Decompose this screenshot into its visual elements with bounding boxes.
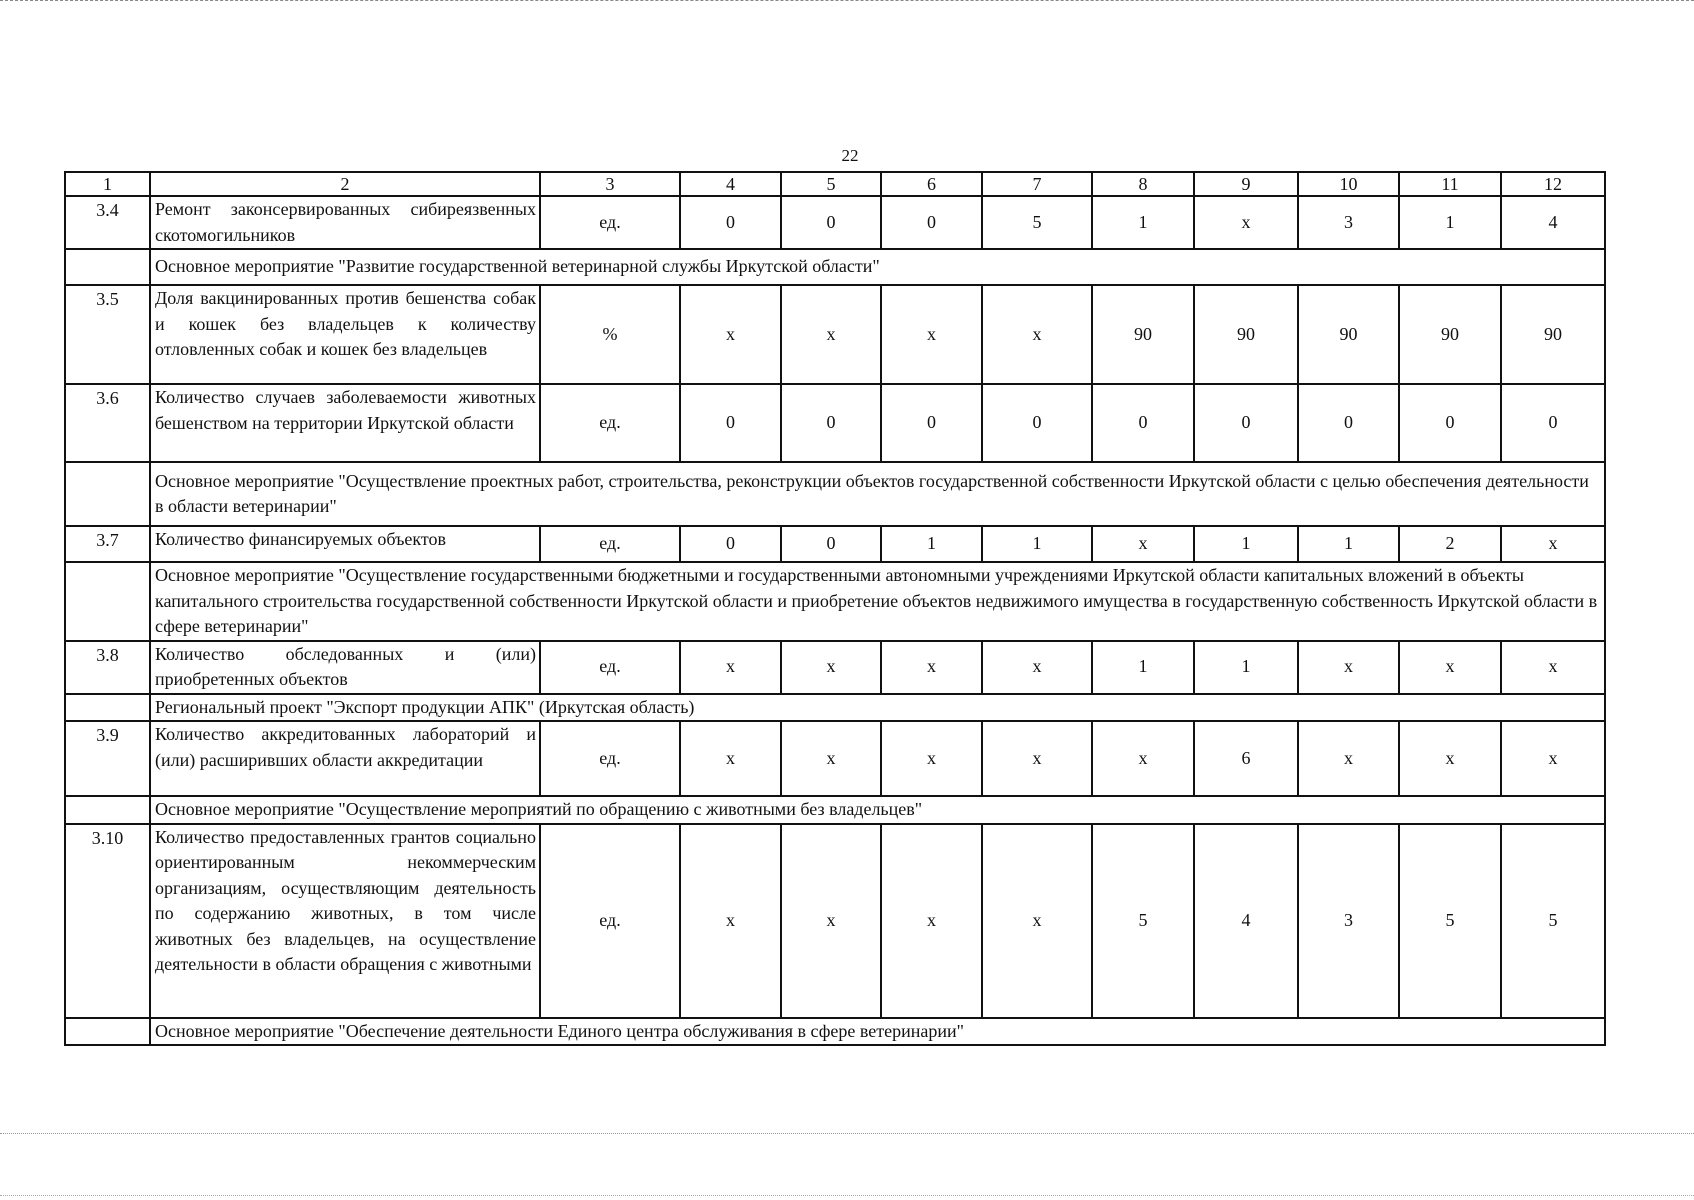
value-cell: 5 <box>1092 824 1194 1018</box>
value-cell: х <box>982 721 1092 796</box>
section-row <box>65 796 1605 824</box>
value-cell: 3 <box>1298 196 1399 249</box>
unit-cell: ед. <box>540 196 680 249</box>
value-cell: х <box>1298 641 1399 694</box>
indicator-name: Ремонт законсервированных сибиреязвенных скотомогильников <box>150 196 540 249</box>
header-cell: 11 <box>1399 172 1501 196</box>
value-cell: х <box>781 721 881 796</box>
value-cell: х <box>1092 721 1194 796</box>
value-cell: 90 <box>1399 285 1501 384</box>
section-title: Основное мероприятие "Осуществление государственными бюджетными и государственными автономными учреждениями Иркутской области капитальных вложений в объекты капитального строительства государственной собственности Иркутской области и приобретение объектов недвижимого имущества в государственную собственность Иркутской области в сфере ветеринарии" <box>150 562 1605 641</box>
value-cell: 5 <box>1399 824 1501 1018</box>
header-cell: 8 <box>1092 172 1194 196</box>
scan-edge-top <box>0 0 1694 3</box>
row-index: 3.6 <box>65 384 150 462</box>
value-cell: 1 <box>1092 196 1194 249</box>
indicator-table <box>64 171 1606 1046</box>
row-index: 3.5 <box>65 285 150 384</box>
section-index-cell <box>65 249 150 285</box>
value-cell: х <box>781 285 881 384</box>
value-cell: х <box>781 824 881 1018</box>
value-cell: 1 <box>1298 526 1399 562</box>
value-cell: 0 <box>680 384 781 462</box>
row-index: 3.4 <box>65 196 150 249</box>
value-cell: х <box>881 721 982 796</box>
section-row <box>65 562 1605 641</box>
value-cell: 4 <box>1501 196 1605 249</box>
header-cell: 5 <box>781 172 881 196</box>
indicator-name: Количество предоставленных грантов социально ориентированным некоммерческим организациям, осуществляющим деятельность по содержанию животных, в том числе животных без владельцев, на осуществление деятельности в области обращения с животными <box>150 824 540 1018</box>
value-cell: х <box>1501 526 1605 562</box>
section-row <box>65 462 1605 526</box>
value-cell: х <box>1501 721 1605 796</box>
value-cell: 0 <box>680 526 781 562</box>
value-cell: х <box>680 285 781 384</box>
value-cell: 6 <box>1194 721 1298 796</box>
section-title: Основное мероприятие "Осуществление мероприятий по обращению с животными без владельцев" <box>150 796 1605 824</box>
table-row <box>65 526 1605 562</box>
indicator-name: Количество финансируемых объектов <box>150 526 540 562</box>
value-cell: 90 <box>1298 285 1399 384</box>
value-cell: 90 <box>1092 285 1194 384</box>
value-cell: 0 <box>881 196 982 249</box>
table-row <box>65 824 1605 1018</box>
table-row <box>65 641 1605 694</box>
value-cell: 1 <box>1092 641 1194 694</box>
value-cell: 0 <box>781 384 881 462</box>
value-cell: 0 <box>1092 384 1194 462</box>
value-cell: 0 <box>1298 384 1399 462</box>
value-cell: х <box>982 824 1092 1018</box>
table-row <box>65 384 1605 462</box>
value-cell: 3 <box>1298 824 1399 1018</box>
value-cell: х <box>1298 721 1399 796</box>
section-title: Основное мероприятие "Осуществление проектных работ, строительства, реконструкции объектов государственной собственности Иркутской области с целью обеспечения деятельности в области ветеринарии" <box>150 462 1605 526</box>
value-cell: 5 <box>982 196 1092 249</box>
value-cell: 1 <box>1399 196 1501 249</box>
value-cell: 0 <box>781 526 881 562</box>
section-title: Региональный проект "Экспорт продукции АПК" (Иркутская область) <box>150 694 1605 722</box>
value-cell: 1 <box>982 526 1092 562</box>
section-index-cell <box>65 462 150 526</box>
header-cell: 10 <box>1298 172 1399 196</box>
indicator-name: Количество случаев заболеваемости животных бешенством на территории Иркутской области <box>150 384 540 462</box>
value-cell: 1 <box>1194 526 1298 562</box>
page-number: 22 <box>841 146 859 165</box>
value-cell: х <box>982 641 1092 694</box>
section-index-cell <box>65 1018 150 1046</box>
table-row <box>65 285 1605 384</box>
value-cell: х <box>881 824 982 1018</box>
value-cell: 4 <box>1194 824 1298 1018</box>
value-cell: х <box>982 285 1092 384</box>
row-index: 3.7 <box>65 526 150 562</box>
value-cell: х <box>680 824 781 1018</box>
header-cell: 7 <box>982 172 1092 196</box>
value-cell: х <box>1092 526 1194 562</box>
value-cell: 5 <box>1501 824 1605 1018</box>
value-cell: 0 <box>1501 384 1605 462</box>
header-cell: 3 <box>540 172 680 196</box>
unit-cell: % <box>540 285 680 384</box>
value-cell: х <box>680 641 781 694</box>
unit-cell: ед. <box>540 641 680 694</box>
unit-cell: ед. <box>540 721 680 796</box>
unit-cell: ед. <box>540 526 680 562</box>
section-index-cell <box>65 562 150 641</box>
table-row <box>65 721 1605 796</box>
section-title: Основное мероприятие "Обеспечение деятельности Единого центра обслуживания в сфере ветеринарии" <box>150 1018 1605 1046</box>
value-cell: х <box>1399 721 1501 796</box>
table-row <box>65 196 1605 249</box>
section-title: Основное мероприятие "Развитие государственной ветеринарной службы Иркутской области" <box>150 249 1605 285</box>
section-row <box>65 249 1605 285</box>
value-cell: х <box>680 721 781 796</box>
value-cell: 0 <box>881 384 982 462</box>
value-cell: 0 <box>781 196 881 249</box>
indicator-name: Количество обследованных и (или) приобретенных объектов <box>150 641 540 694</box>
unit-cell: ед. <box>540 384 680 462</box>
value-cell: 0 <box>680 196 781 249</box>
row-index: 3.8 <box>65 641 150 694</box>
value-cell: 1 <box>881 526 982 562</box>
scan-edge-bottom-lower <box>0 1195 1694 1198</box>
row-index: 3.10 <box>65 824 150 1018</box>
value-cell: 90 <box>1194 285 1298 384</box>
row-index: 3.9 <box>65 721 150 796</box>
header-cell: 1 <box>65 172 150 196</box>
section-row <box>65 694 1605 722</box>
header-cell: 12 <box>1501 172 1605 196</box>
value-cell: 0 <box>1399 384 1501 462</box>
value-cell: 0 <box>982 384 1092 462</box>
value-cell: 90 <box>1501 285 1605 384</box>
header-cell: 4 <box>680 172 781 196</box>
value-cell: х <box>1501 641 1605 694</box>
value-cell: 1 <box>1194 641 1298 694</box>
value-cell: х <box>881 641 982 694</box>
value-cell: х <box>781 641 881 694</box>
indicator-name: Количество аккредитованных лабораторий и (или) расширивших области аккредитации <box>150 721 540 796</box>
scan-edge-bottom <box>0 1133 1694 1136</box>
section-index-cell <box>65 694 150 722</box>
header-row <box>65 172 1605 196</box>
header-cell: 9 <box>1194 172 1298 196</box>
header-cell: 2 <box>150 172 540 196</box>
value-cell: 2 <box>1399 526 1501 562</box>
section-index-cell <box>65 796 150 824</box>
value-cell: х <box>1194 196 1298 249</box>
unit-cell: ед. <box>540 824 680 1018</box>
indicator-name: Доля вакцинированных против бешенства собак и кошек без владельцев к количеству отловленных собак и кошек без владельцев <box>150 285 540 384</box>
value-cell: х <box>881 285 982 384</box>
value-cell: 0 <box>1194 384 1298 462</box>
section-row <box>65 1018 1605 1046</box>
table-body <box>65 172 1605 1045</box>
header-cell: 6 <box>881 172 982 196</box>
value-cell: х <box>1399 641 1501 694</box>
